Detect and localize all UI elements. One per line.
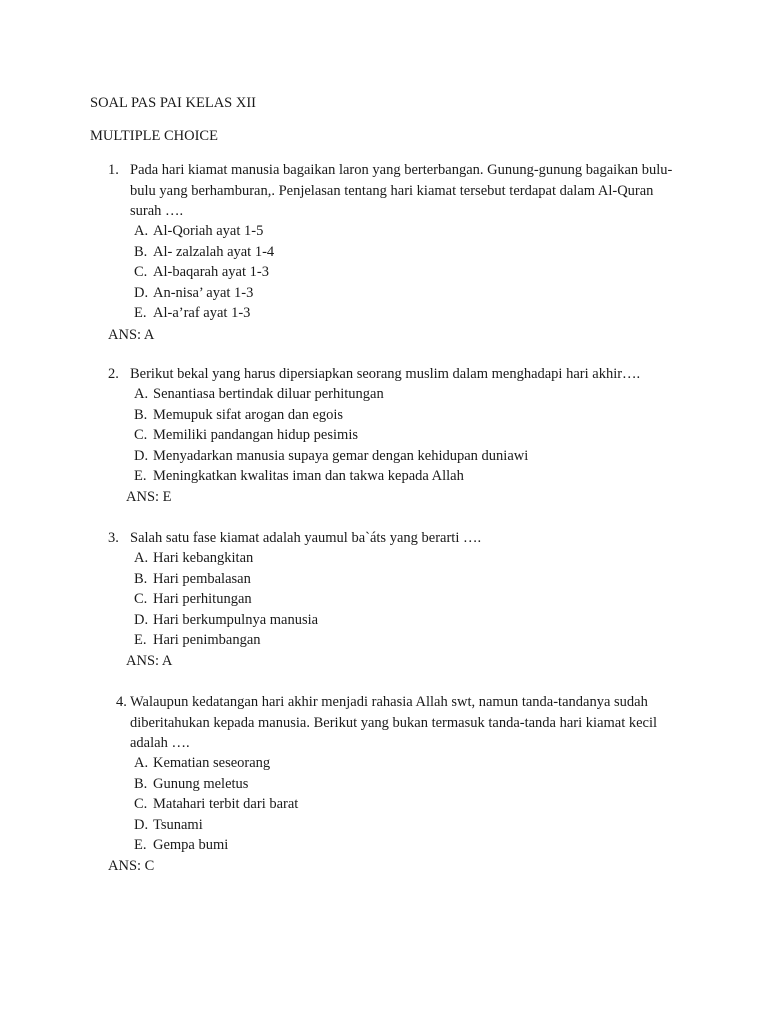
option-letter: C.	[134, 591, 148, 607]
option-letter: C.	[134, 796, 148, 812]
option-letter: E.	[134, 632, 147, 648]
option-c	[134, 425, 528, 446]
option-letter: C.	[134, 264, 148, 280]
option-text: Gempa bumi	[153, 837, 229, 853]
option-letter: B.	[134, 570, 148, 587]
answer-key: ANS: C	[108, 858, 155, 874]
option-c	[134, 262, 274, 283]
option-letter: B.	[134, 406, 148, 423]
option-letter: D.	[134, 611, 149, 628]
section-heading: MULTIPLE CHOICE	[90, 128, 218, 144]
option-letter: D.	[134, 284, 149, 301]
option-letter: D.	[134, 447, 149, 464]
option-a	[134, 548, 318, 569]
option-d	[134, 610, 318, 631]
option-a	[134, 221, 274, 242]
option-text: Senantiasa bertindak diluar perhitungan	[153, 386, 384, 402]
option-letter: E.	[134, 837, 147, 853]
option-text: Menyadarkan manusia supaya gemar dengan kehidupan duniawi	[153, 447, 529, 464]
option-c	[134, 794, 298, 815]
option-letter: C.	[134, 427, 148, 443]
option-d	[134, 815, 298, 836]
option-letter: E.	[134, 305, 147, 321]
option-text: Memiliki pandangan hidup pesimis	[153, 427, 358, 443]
option-c	[134, 589, 318, 610]
option-b	[134, 242, 274, 263]
option-text: Al-Qoriah ayat 1-5	[153, 223, 264, 239]
option-text: Kematian seseorang	[153, 755, 271, 771]
option-b	[134, 569, 318, 590]
answer-options	[134, 753, 298, 856]
option-text: Al-a’raf ayat 1-3	[153, 305, 251, 321]
option-letter: A.	[134, 223, 149, 239]
option-b	[134, 405, 528, 426]
option-d	[134, 446, 528, 467]
answer-key: ANS: A	[126, 653, 173, 669]
question-number: 3.	[108, 530, 119, 546]
question-text: Berikut bekal yang harus dipersiapkan seorang muslim dalam menghadapi hari akhir….	[130, 366, 641, 382]
option-d	[134, 283, 274, 304]
option-text: Hari perhitungan	[153, 591, 252, 607]
option-letter: A.	[134, 755, 149, 771]
option-text: Tsunami	[153, 816, 203, 833]
question-text: Walaupun kedatangan hari akhir menjadi rahasia Allah swt, namun tanda-tandanya sudah diberitahukan kepada manusia. Berikut yang bukan termasuk tanda-tanda hari kiamat kecil adalah ….	[130, 694, 658, 751]
document-title: SOAL PAS PAI KELAS XII	[90, 95, 256, 111]
option-text: Matahari terbit dari barat	[153, 796, 299, 812]
option-text: Hari pembalasan	[153, 570, 251, 587]
question-number: 2.	[108, 366, 119, 382]
answer-options	[134, 384, 528, 487]
option-b	[134, 774, 298, 795]
answer-options	[134, 548, 318, 651]
option-e	[134, 303, 274, 324]
option-text: An-nisa’ ayat 1-3	[153, 284, 254, 301]
option-e	[134, 630, 318, 651]
answer-key: ANS: E	[126, 489, 172, 505]
option-text: Gunung meletus	[153, 775, 249, 792]
option-text: Hari kebangkitan	[153, 550, 254, 566]
option-e	[134, 835, 298, 856]
option-e	[134, 466, 528, 487]
option-letter: E.	[134, 468, 147, 484]
option-letter: D.	[134, 816, 149, 833]
option-letter: A.	[134, 386, 149, 402]
option-text: Memupuk sifat arogan dan egois	[153, 406, 344, 423]
option-text: Al-baqarah ayat 1-3	[153, 264, 269, 280]
option-a	[134, 753, 298, 774]
option-text: Hari berkumpulnya manusia	[153, 611, 319, 628]
option-letter: A.	[134, 550, 149, 566]
answer-key: ANS: A	[108, 327, 155, 343]
option-letter: B.	[134, 775, 148, 792]
question-number: 1.	[108, 162, 119, 178]
option-text: Meningkatkan kwalitas iman dan takwa kepada Allah	[153, 468, 464, 484]
answer-options	[134, 221, 274, 324]
question-number: 4.	[116, 694, 127, 710]
option-a	[134, 384, 528, 405]
option-text: Hari penimbangan	[153, 632, 261, 648]
option-text: Al- zalzalah ayat 1-4	[153, 243, 275, 260]
option-letter: B.	[134, 243, 148, 260]
question-text: Pada hari kiamat manusia bagaikan laron yang berterbangan. Gunung-gunung bagaikan bulu-bulu yang berhamburan,. Penjelasan tentang hari kiamat tersebut terdapat dalam Al-Quran surah ….	[130, 162, 673, 219]
question-text: Salah satu fase kiamat adalah yaumul ba`áts yang berarti ….	[130, 530, 482, 546]
